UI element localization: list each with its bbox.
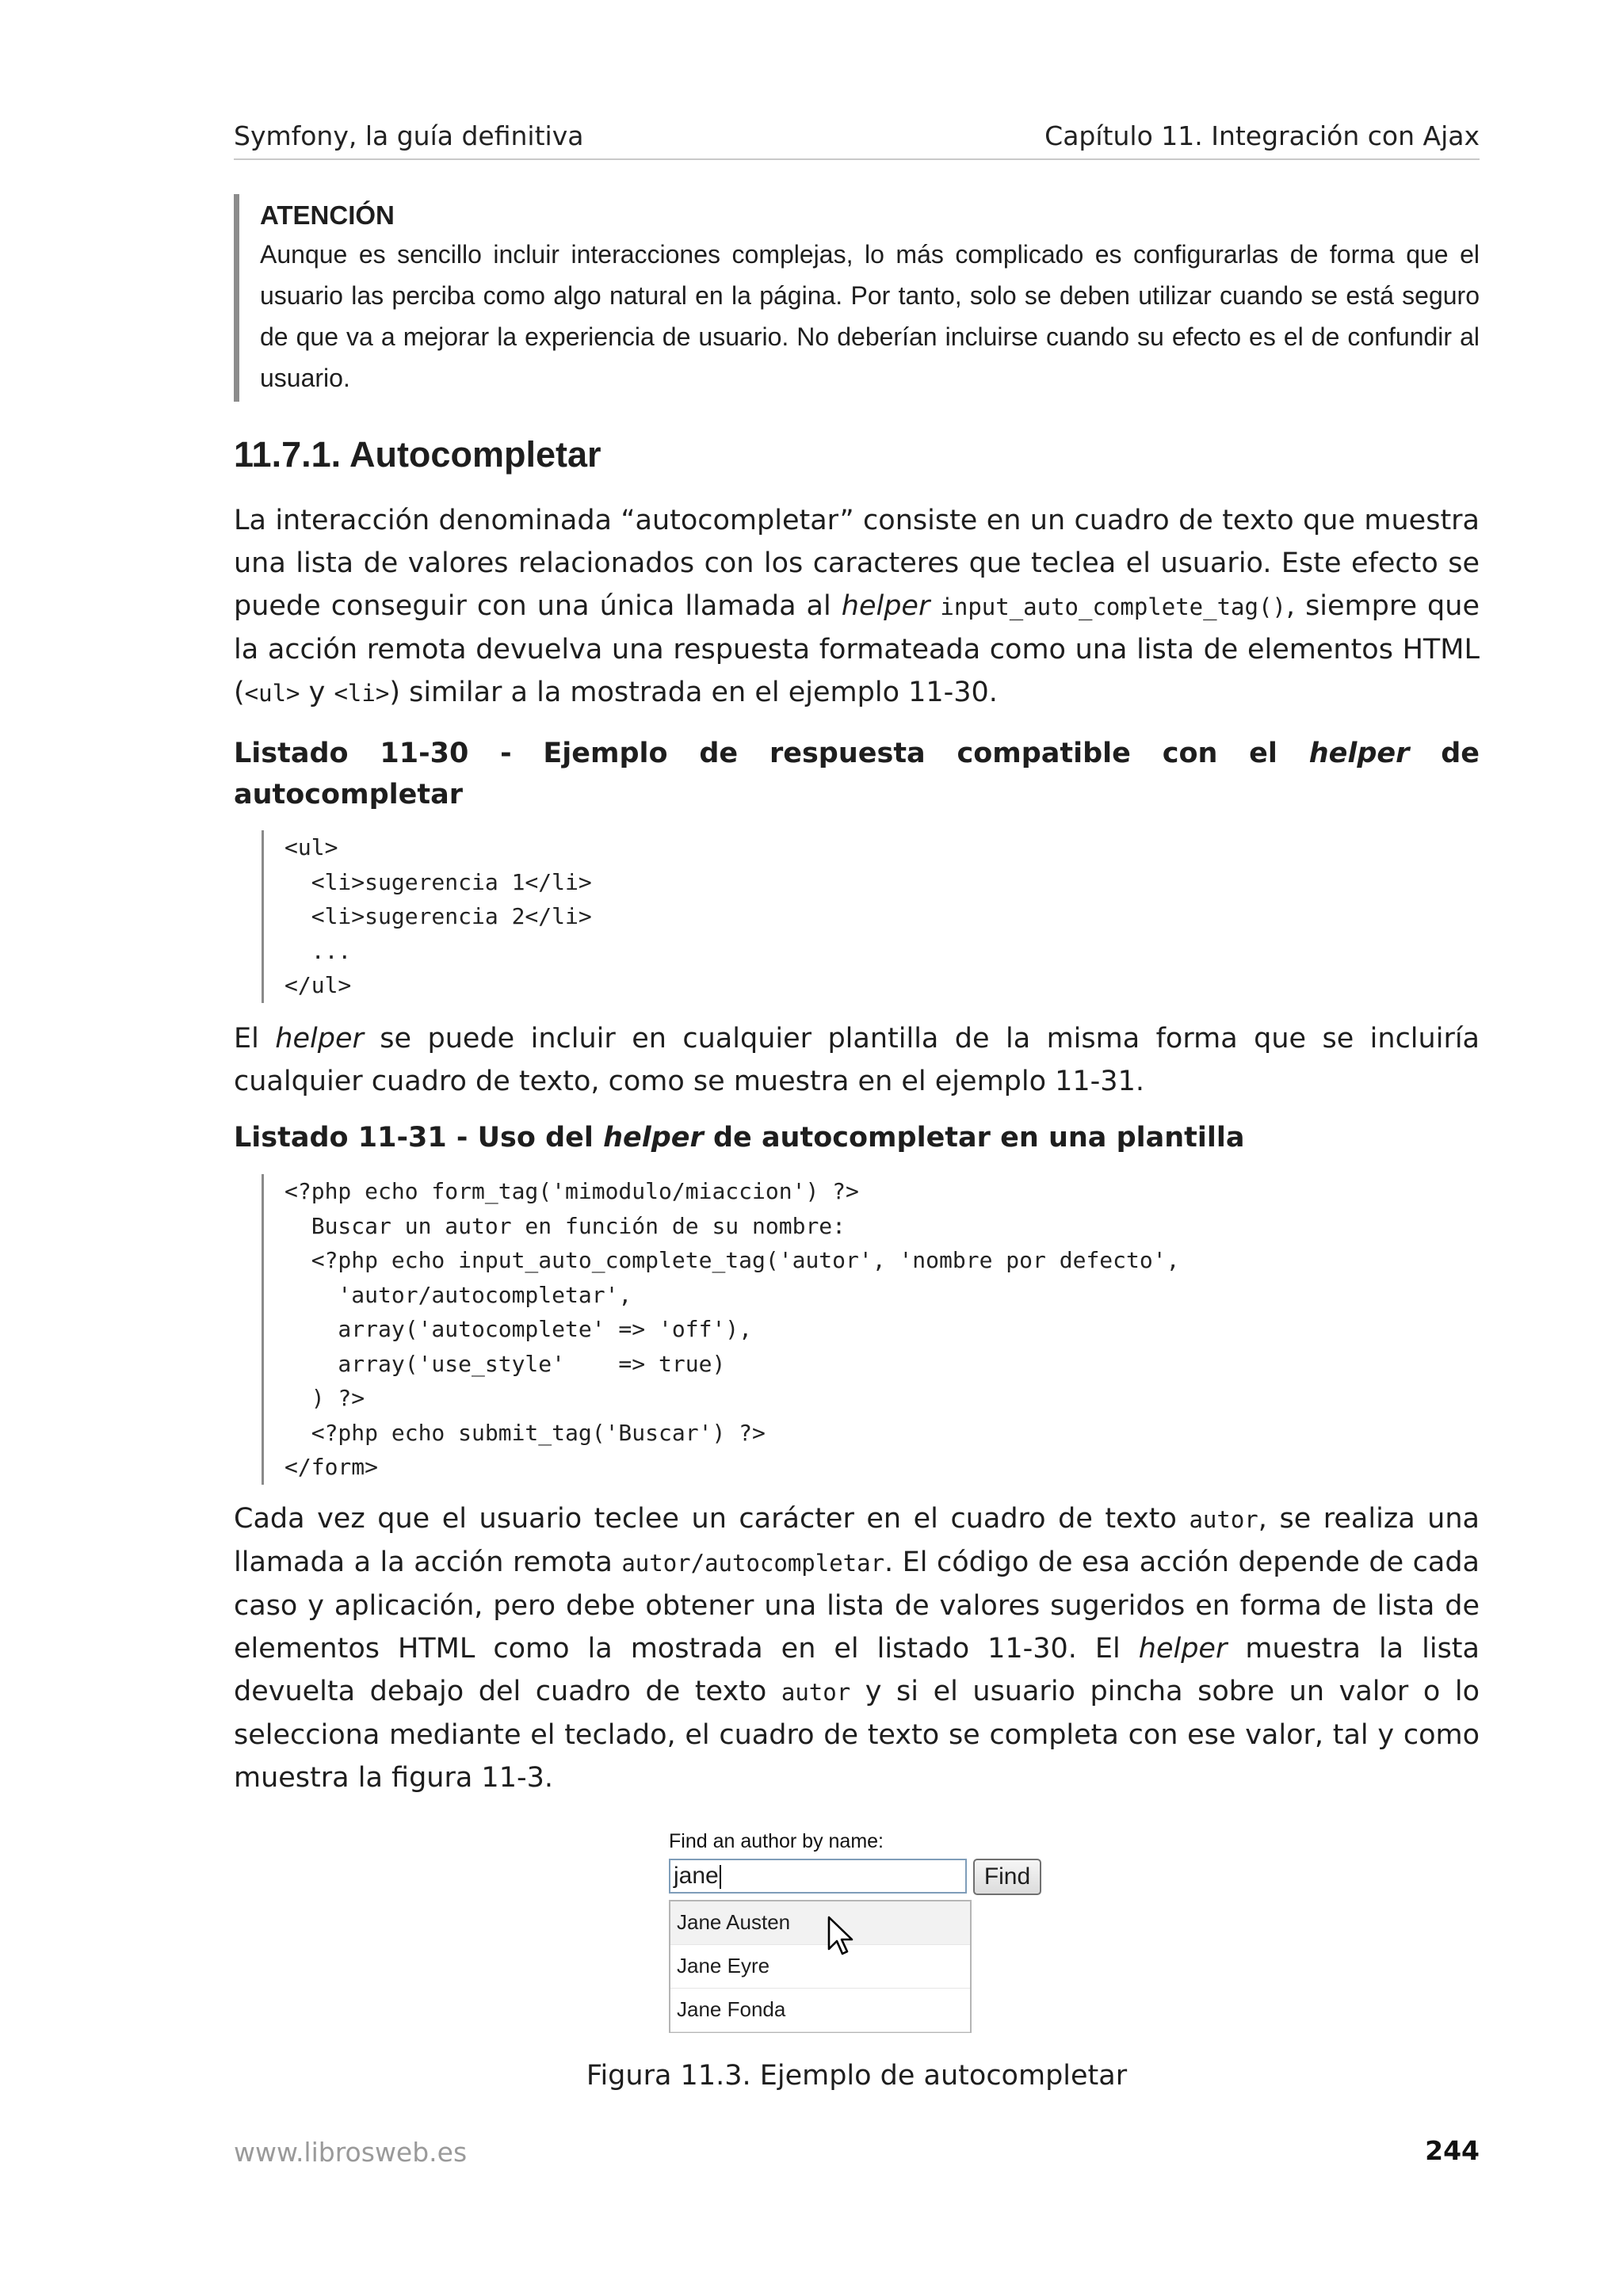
- mouse-pointer-icon: [827, 1916, 854, 1960]
- inline-code: <li>: [334, 680, 390, 707]
- note-title: ATENCIÓN: [260, 200, 395, 230]
- author-search-input[interactable]: jane: [669, 1859, 967, 1894]
- figure-caption: Figura 11.3. Ejemplo de autocompletar: [586, 2060, 1128, 2092]
- running-header: [234, 117, 1480, 160]
- intro-paragraph: La interacción denominada “autocompletar” consiste en un cuadro de texto que muestra una lista de valores relacionados con los caracteres que teclea el usuario. Este efecto se puede conseguir con una única llamada al helper input_auto_complete_tag(), siempre que la acción remota devuelva una respuesta formateada como una lista de elementos HTML (<ul> y <li>) similar a la mostrada en el ejemplo 11-30.: [234, 505, 1480, 708]
- suggestion-item[interactable]: Jane Eyre: [670, 1945, 970, 1989]
- inline-code: autor/autocompletar: [621, 1550, 885, 1577]
- search-label: Find an author by name:: [669, 1830, 884, 1852]
- text-caret: [720, 1865, 721, 1889]
- inline-code: autor: [781, 1679, 851, 1706]
- listing-caption-11-30: Listado 11-30 - Ejemplo de respuesta compatible con el helper de autocompletar: [234, 738, 1480, 810]
- section-heading: 11.7.1. Autocompletar: [234, 434, 601, 475]
- helper-paragraph: El helper se puede incluir en cualquier plantilla de la misma forma que se incluiría cualquier cuadro de texto, como se muestra en el ejemplo 11-31.: [234, 1023, 1480, 1097]
- helper-term: helper: [275, 1023, 364, 1055]
- explanation-paragraph: Cada vez que el usuario teclee un carácter en el cuadro de texto autor, se realiza una llamada a la acción remota autor/autocompletar. El código de esa acción depende de cada caso y aplicación, pero debe obtener una lista de valores sugeridos en forma de lista de elementos HTML como la mostrada en el listado 11-30. El helper muestra la lista devuelta debajo del cuadro de texto autor y si el usuario pincha sobre un valor o lo selecciona mediante el teclado, el cuadro de texto se completa con ese valor, tal y como muestra la figura 11-3.: [234, 1503, 1480, 1794]
- note-text: Aunque es sencillo incluir interacciones complejas, lo más complicado es configurarlas de forma que el usuario las perciba como algo natural en la página. Por tanto, solo se deben utilizar cuando se está seguro de que va a mejorar la experiencia de usuario. No deberían incluirse cuando su efecto es el de confundir al usuario.: [260, 240, 1480, 392]
- helper-term: helper: [841, 590, 930, 622]
- chapter-title: Capítulo 11. Integración con Ajax: [1044, 120, 1480, 151]
- suggestion-item[interactable]: Jane Fonda: [670, 1989, 970, 2032]
- helper-term: helper: [1138, 1633, 1228, 1665]
- code-listing-11-30: <ul> <li>sugerencia 1</li> <li>sugerencia 2</li> ... </ul>: [262, 830, 592, 1003]
- inline-code: <ul>: [244, 680, 300, 707]
- listing-caption-11-31: Listado 11-31 - Uso del helper de autocompletar en una plantilla: [234, 1122, 1245, 1154]
- suggestion-item[interactable]: Jane Austen: [670, 1901, 970, 1945]
- suggestion-list: [669, 1900, 972, 2033]
- find-button[interactable]: Find: [973, 1859, 1041, 1895]
- inline-code: input_auto_complete_tag(): [940, 593, 1286, 620]
- inline-code: autor: [1189, 1506, 1258, 1533]
- code-listing-11-31: <?php echo form_tag('mimodulo/miaccion') ?> Buscar un autor en función de su nombre: <?php echo input_auto_complete_tag('autor', 'nombre por defecto', 'autor/autocompletar', array('autocomplete' => 'off'), array('use_style' => true) ) ?> <?php echo submit_tag('Buscar') ?> </form>: [262, 1174, 1179, 1485]
- warning-note: [234, 194, 1480, 402]
- page-number: 244: [1425, 2135, 1480, 2166]
- autocomplete-figure: [664, 1830, 1060, 2044]
- footer-site: www.librosweb.es: [234, 2137, 468, 2168]
- book-title: Symfony, la guía definitiva: [234, 120, 584, 151]
